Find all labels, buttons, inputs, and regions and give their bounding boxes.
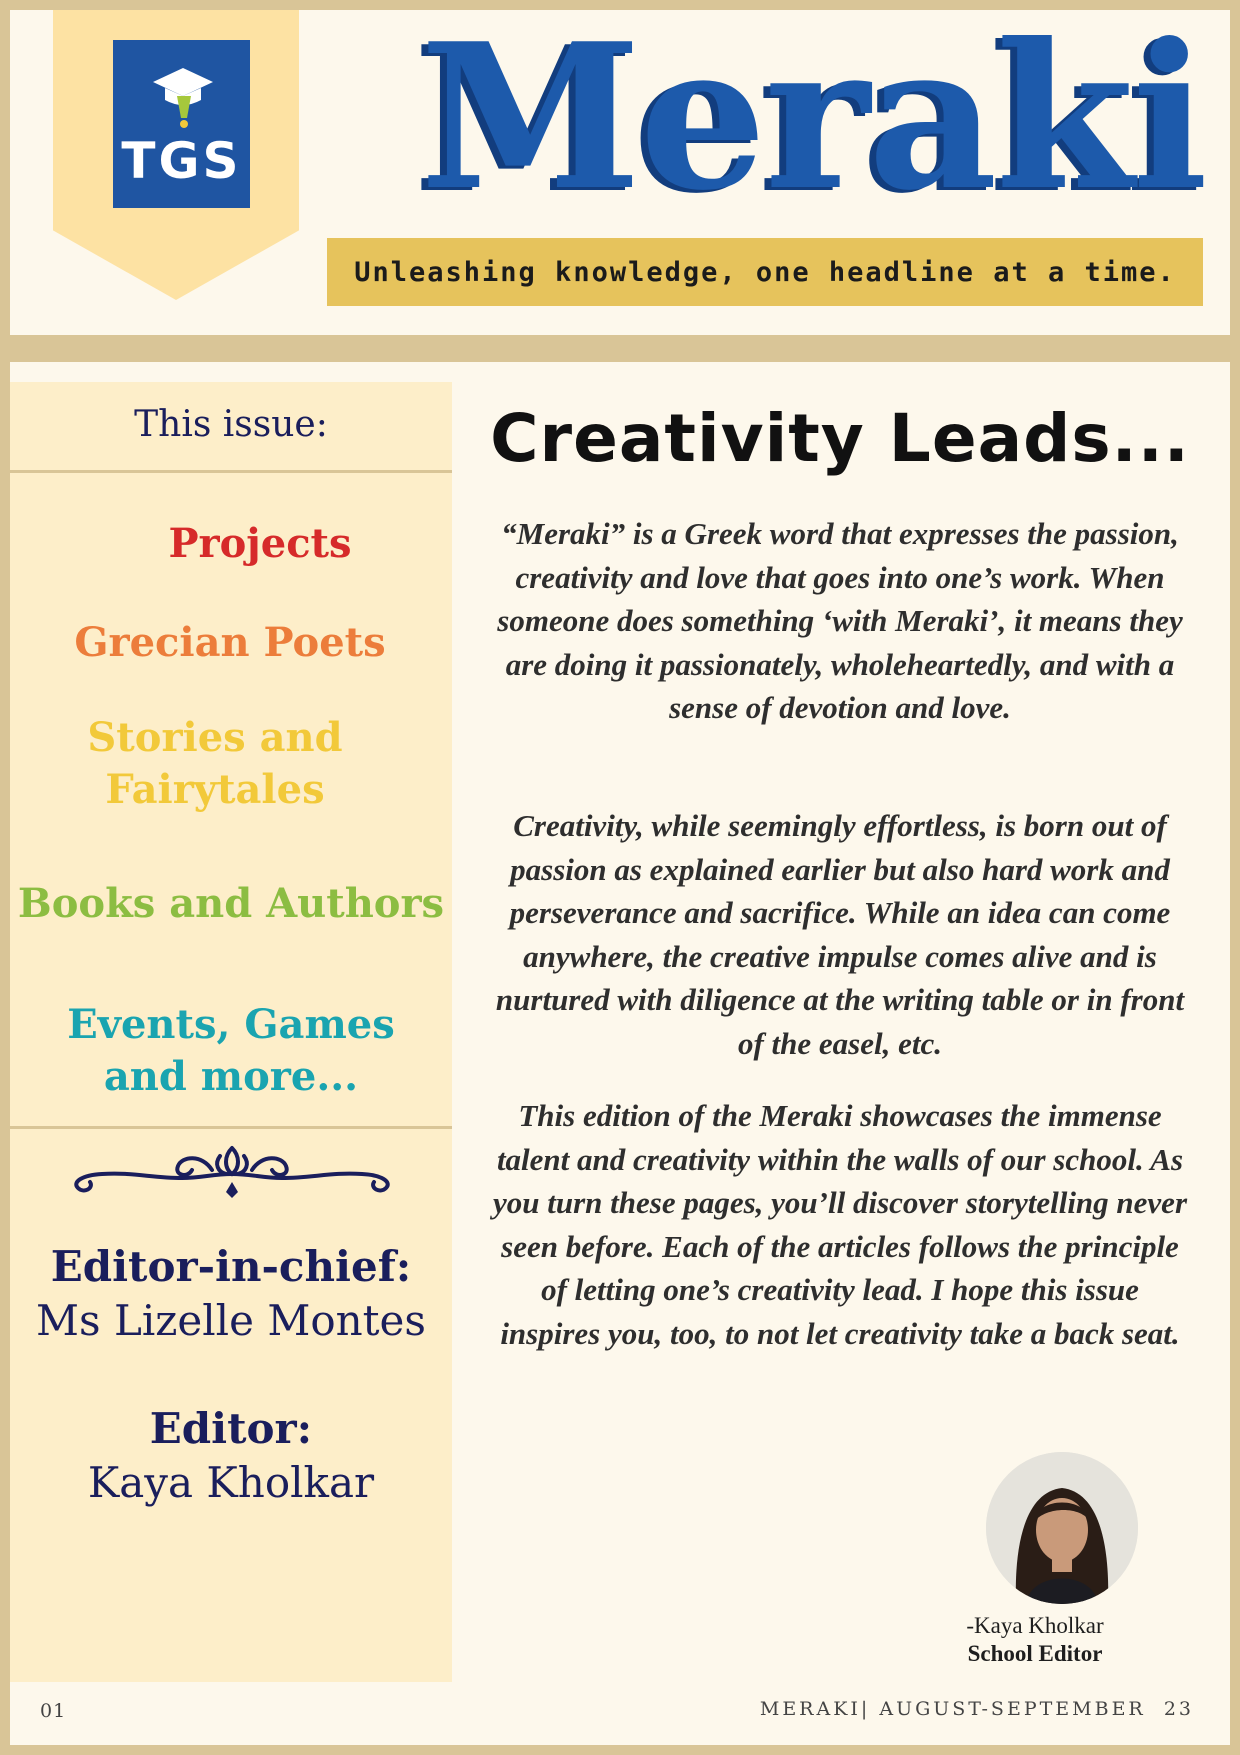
page-number: 01 <box>40 1700 67 1722</box>
toc-item-grecian-poets: Grecian Poets <box>74 619 386 666</box>
toc-item-stories-fairytales: Stories and Fairytales <box>87 714 343 813</box>
signature-name: -Kaya Kholkar <box>966 1613 1104 1638</box>
tagline: Unleashing knowledge, one headline at a time. <box>354 256 1176 288</box>
article-paragraph: This edition of the Meraki showcases the immense talent and creativity within the walls of our school. As you turn these pages, you’ll discover storytelling never seen before. Each of the articles follows the principle of letting one’s creativity lead. I hope this issue inspires you, too, to not let creativity take a back seat. <box>492 1098 1188 1351</box>
article-paragraph: Creativity, while seemingly effortless, is born out of passion as explained earlier but also hard work and perseverance and sacrifice. While an idea can come anywhere, the creative impulse comes alive and is nurtured with diligence at the writing table or in front of the easel, etc. <box>495 808 1185 1061</box>
article-paragraph: “Meraki” is a Greek word that expresses the passion, creativity and love that goes into one’s work. When someone does something ‘with Meraki’, it means they are doing it passionately, wholeheartedly, and with a sense of devotion and love. <box>497 516 1183 725</box>
toc-item-books-authors: Books and Authors <box>17 880 445 927</box>
portrait-image <box>986 1452 1138 1604</box>
divider <box>10 1126 452 1129</box>
school-logo <box>113 40 250 208</box>
tagline-bar <box>327 238 1203 306</box>
signature-role: School Editor <box>967 1641 1103 1666</box>
editor-name: Kaya Kholkar <box>87 1458 375 1507</box>
divider <box>10 470 452 473</box>
flourish-ornament-icon <box>62 1142 402 1202</box>
editor-in-chief-label: Editor-in-chief: <box>50 1242 412 1291</box>
masthead-title: Meraki <box>420 0 1207 235</box>
sidebar <box>10 382 452 1682</box>
toc-item-projects: Projects <box>168 520 352 567</box>
logo-text: TGS <box>121 132 242 190</box>
editor-in-chief-name: Ms Lizelle Montes <box>36 1296 426 1345</box>
toc-item-events-games: Events, Games and more... <box>67 1001 395 1100</box>
article-title: Creativity Leads... <box>490 400 1190 477</box>
graduation-cap-icon <box>147 58 217 130</box>
author-signature <box>900 1612 1170 1668</box>
editor-label: Editor: <box>149 1404 313 1453</box>
footer-issue-text: MERAKI| AUGUST-SEPTEMBER 23 <box>759 1698 1194 1720</box>
author-photo <box>986 1452 1138 1604</box>
sidebar-heading: This issue: <box>134 404 328 445</box>
